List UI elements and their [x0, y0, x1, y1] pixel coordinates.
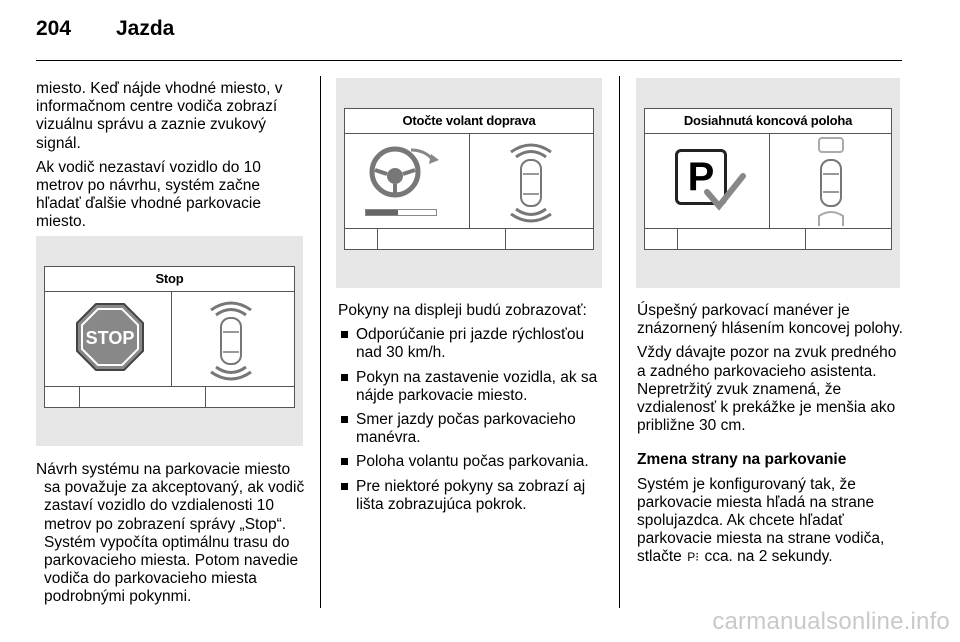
instructions-list: [338, 326, 606, 514]
steering-progress-bar: [365, 209, 437, 216]
checkmark-icon: [703, 172, 747, 212]
col2-intro: Pokyny na displeji budú zobrazovať:: [338, 302, 587, 319]
list-item: Poloha volantu počas parkovania.: [338, 453, 606, 471]
list-item: Pre niektoré pokyny sa zobrazí aj lišta zobrazujúca pokrok.: [338, 478, 606, 514]
parking-assist-button-icon: P⁝: [687, 550, 700, 565]
stop-sign-icon: [75, 302, 145, 372]
final-position-display-screen: [644, 108, 892, 250]
stop-figure: [36, 236, 303, 446]
steering-figure: [336, 78, 602, 288]
car-parked-icon: [811, 136, 851, 230]
stop-sign-text: STOP: [85, 328, 135, 348]
column-2: [338, 302, 606, 520]
watermark: carmanualsonline.info: [712, 608, 950, 635]
col3-paragraph-1: Úspešný parkovací manéver je znázornený hlásením koncovej polohy.: [637, 302, 903, 338]
parking-p-icon: P: [675, 149, 727, 205]
list-item: Pokyn na zastavenie vozidla, ak sa nájde parkovacie miesto.: [338, 369, 606, 405]
steering-display-screen: [344, 108, 594, 250]
steering-display-title: Otočte volant doprava: [345, 109, 593, 134]
col1-paragraph-3: Návrh systému na parkovacie miesto sa považuje za akceptovaný, ak vodič zastaví vozidlo do vzdialenosti 10 metrov po zobrazení správy „Stop“. Systém vypočíta optimálnu trasu do parkovacieho miesta. Potom navedie vodiča do parkovacieho miesta podrobnými pokynmi.: [36, 461, 305, 606]
page-number: 204: [36, 17, 72, 40]
stop-display-screen: [44, 266, 295, 408]
list-item: Smer jazdy počas parkovacieho manévra.: [338, 411, 606, 447]
stop-display-title: Stop: [45, 267, 294, 292]
final-position-display-title: Dosiahnutá koncová poloha: [645, 109, 891, 134]
stop-display-body: [45, 292, 294, 386]
car-sensors-icon: [203, 296, 259, 386]
section-heading: Zmena strany na parkovanie: [637, 451, 847, 469]
col1-paragraph-2: Ak vodič nezastaví vozidlo do 10 metrov po návrhu, systém začne hľadať ďalšie vhodné parkovacie miesto.: [36, 158, 261, 231]
column-divider-2: [619, 76, 620, 608]
car-sensors-icon: [503, 138, 559, 228]
column-1: [36, 80, 306, 238]
page-title: Jazda: [116, 17, 175, 40]
column-1-bottom: [36, 461, 308, 613]
col3-paragraph-3: Systém je konfigurovaný tak, že parkovacie miesta hľadá na strane spolujazdca. Ak chcete hľadať parkovacie miesta na strane vodiča, stlačte P⁝ cca. na 2 sekundy.: [637, 475, 885, 566]
list-item: Odporúčanie pri jazde rýchlosťou nad 30 km/h.: [338, 326, 606, 362]
page-header: [0, 0, 960, 60]
col1-paragraph-1: miesto. Keď nájde vhodné miesto, v informačnom centre vodiča zobrazí vizuálnu správu a zaznie zvukový signál.: [36, 80, 283, 152]
col3-paragraph-2: Vždy dávajte pozor na zvuk predného a zadného parkovacieho asistenta. Nepretržitý zvuk znamená, že vzdialenosť k prekážke je menšia ako približne 30 cm.: [637, 344, 897, 435]
header-rule: [36, 60, 902, 61]
column-3: [637, 302, 907, 573]
steering-wheel-icon: [367, 142, 447, 204]
column-divider-1: [320, 76, 321, 608]
final-position-figure: [636, 78, 900, 288]
